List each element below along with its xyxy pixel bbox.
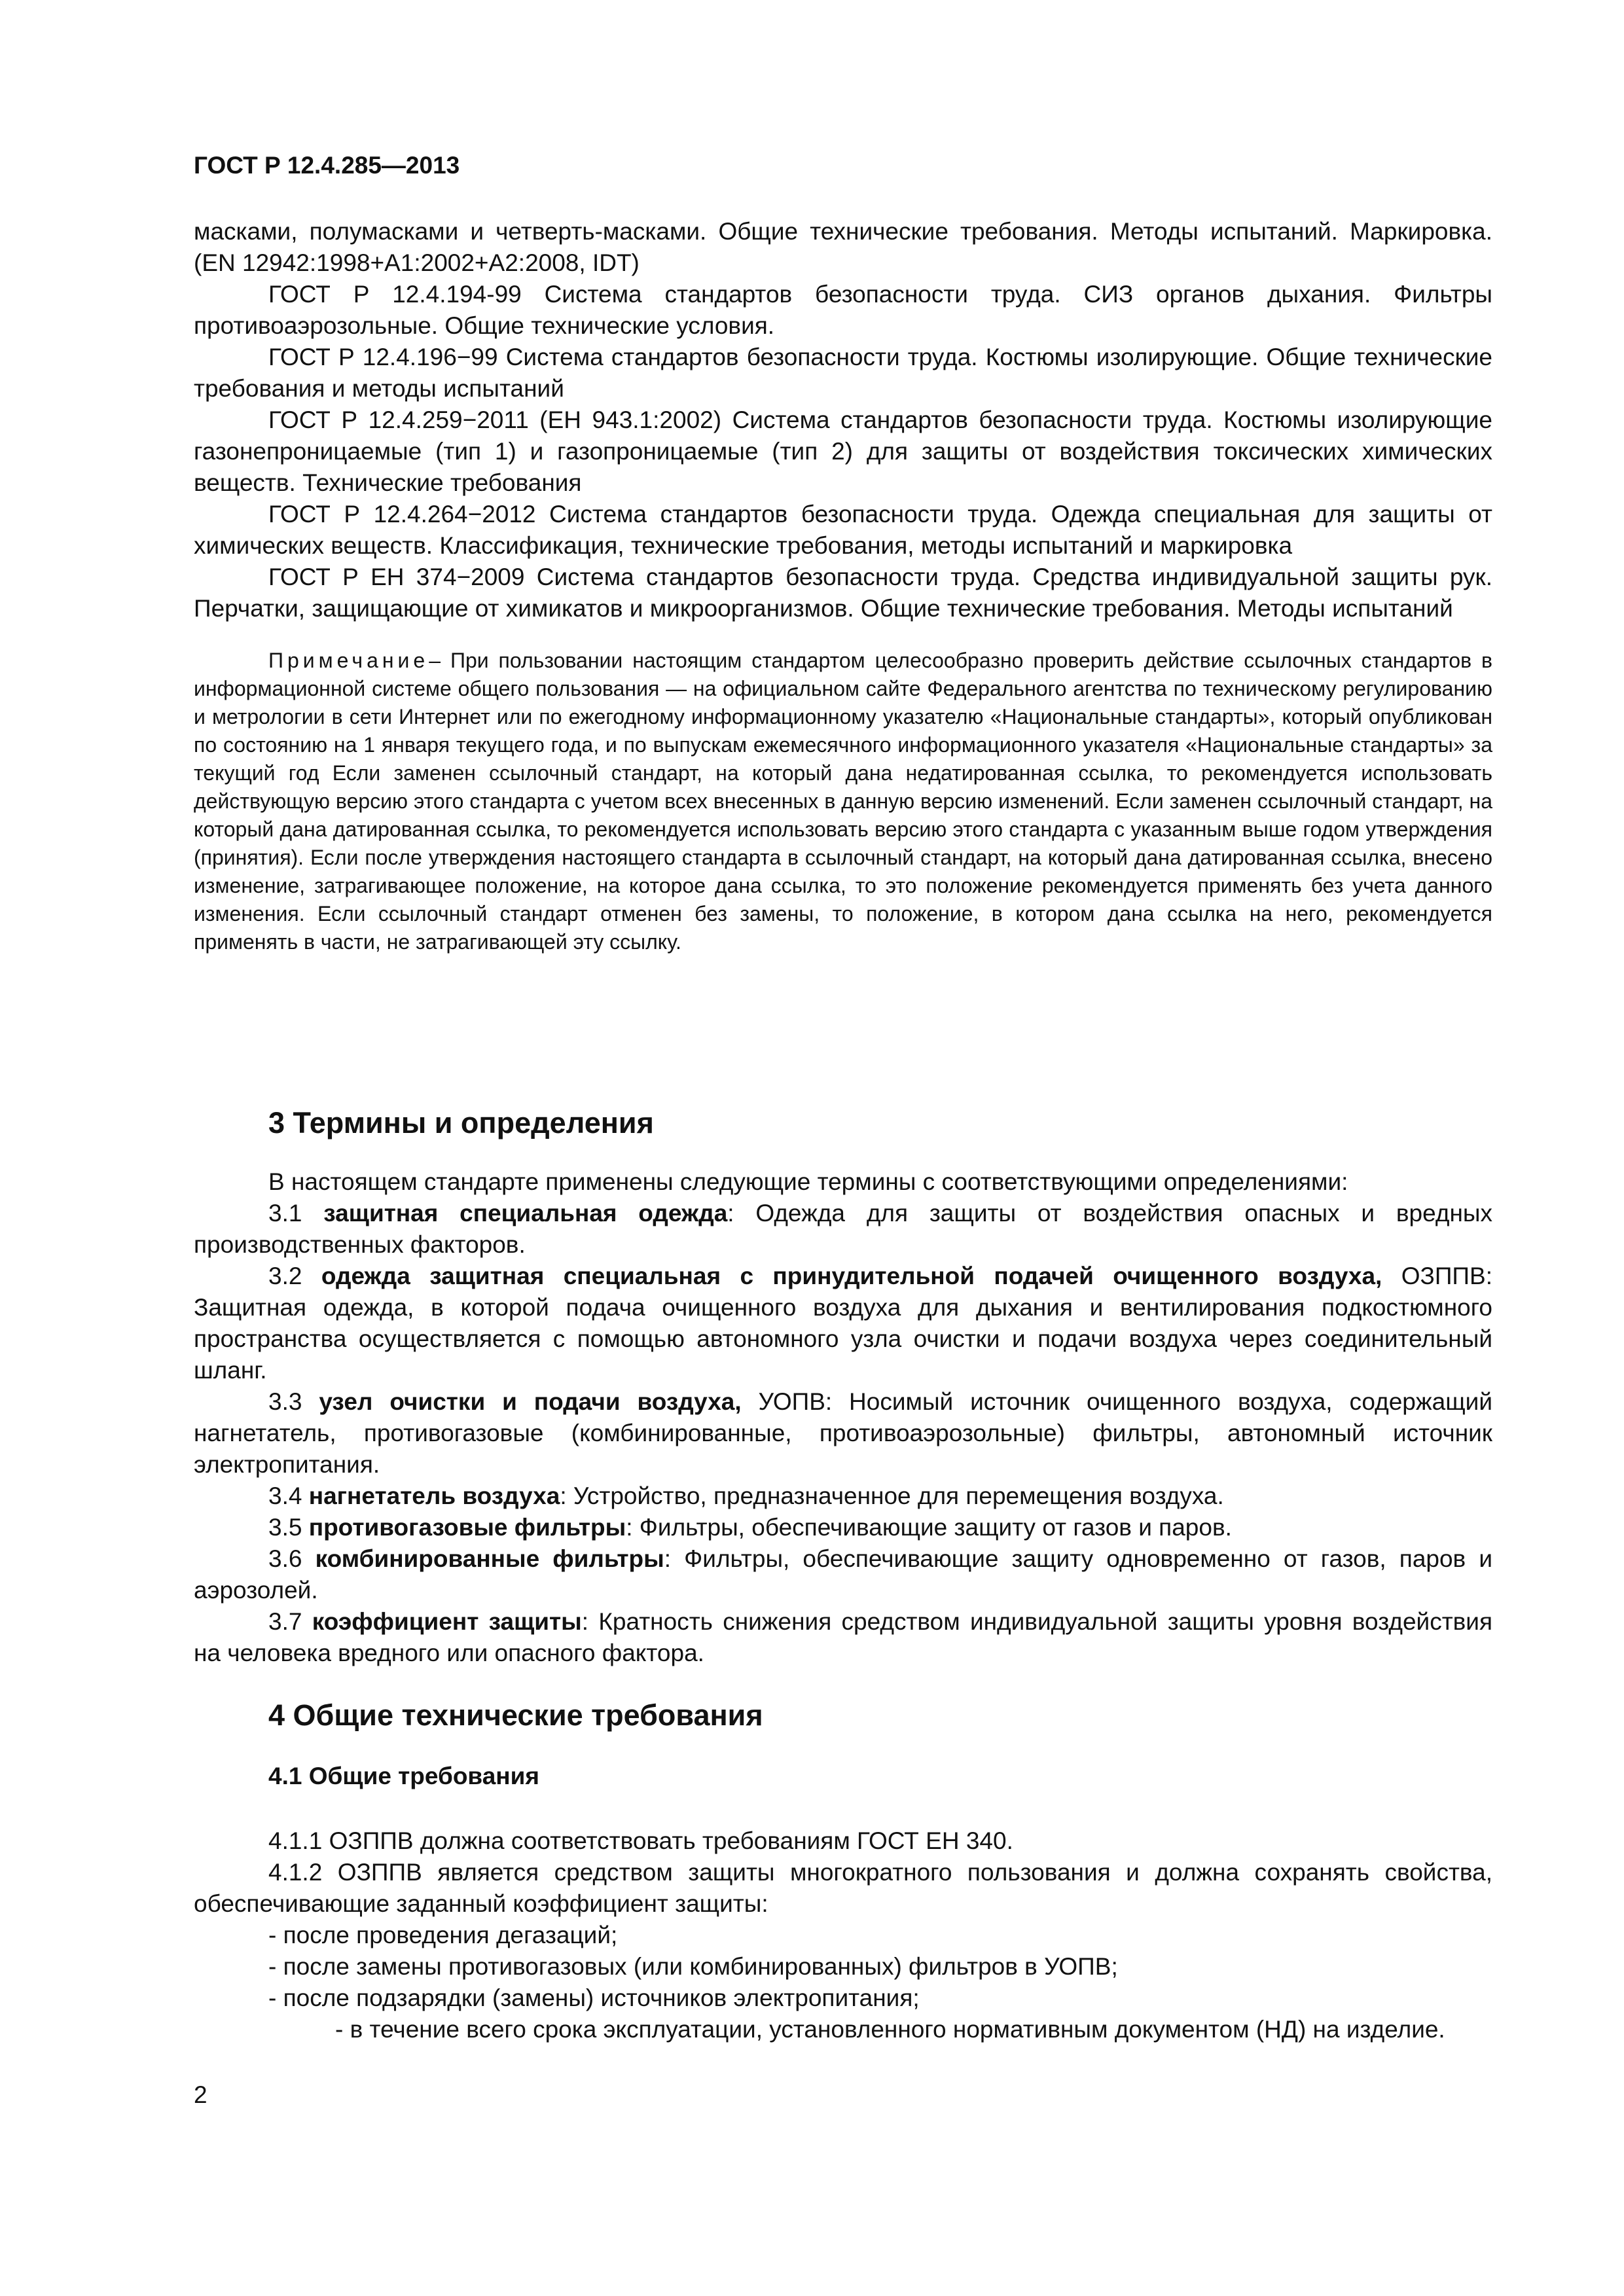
list-item: - после проведения дегазаций;	[268, 1922, 618, 1948]
section-3	[194, 1106, 1492, 1669]
term-definition: 3.5 противогазовые фильтры: Фильтры, обеспечивающие защиту от газов и паров.	[268, 1514, 1232, 1541]
clause-4-1-2: 4.1.2 ОЗППВ является средством защиты многократного пользования и должна сохранять свойства, обеспечивающие заданный коэффициент защиты:	[194, 1859, 1492, 1917]
term-name: узел очистки и подачи воздуха,	[319, 1388, 742, 1415]
list-item: - после замены противогазовых (или комбинированных) фильтров в УОПВ;	[268, 1953, 1118, 1980]
reference-item: ГОСТ Р 12.4.264−2012 Система стандартов безопасности труда. Одежда специальная для защиты от химических веществ. Классификация, технические требования, методы испытаний и маркировка	[194, 501, 1492, 559]
reference-item: ГОСТ Р ЕН 374−2009 Система стандартов безопасности труда. Средства индивидуальной защиты рук. Перчатки, защищающие от химикатов и микроорганизмов. Общие технические требования. Методы испытаний	[194, 564, 1492, 622]
document-header-id: ГОСТ Р 12.4.285—2013	[194, 152, 460, 179]
note-text: – При пользовании настоящим стандартом целесообразно проверить действие ссылочных стандартов в информационной системе общего пользования — на официальном сайте Федерального агентства по техническому регулированию и метрологии в сети Интернет или по ежегодному информационному указателю «Национальные стандарты», который опубликован по состоянию на 1 января текущего года, и по выпускам ежемесячного информационного указателя «Национальные стандарты» за текущий год Если заменен ссылочный стандарт, на который дана недатированная ссылка, то рекомендуется использовать действующую версию этого стандарта с учетом всех внесенных в данную версию изменений. Если заменен ссылочный стандарт, на который дана датированная ссылка, то рекомендуется использовать версию этого стандарта с указанным выше годом утверждения (принятия). Если после утверждения настоящего стандарта в ссылочный стандарт, на который дана датированная ссылка, внесено изменение, затрагивающее положение, на которое дана ссылка, то это положение рекомендуется применять без учета данного изменения. Если ссылочный стандарт отменен без замены, то положение, в котором дана ссылка на него, рекомендуется применять в части, не затрагивающей эту ссылку.	[194, 649, 1492, 954]
term-name: коэффициент защиты	[312, 1608, 582, 1635]
term-name: противогазовые фильтры	[308, 1514, 626, 1541]
term-definition: 3.4 нагнетатель воздуха: Устройство, предназначенное для перемещения воздуха.	[268, 1482, 1224, 1509]
subsection-4-1-title: 4.1 Общие требования	[268, 1763, 539, 1789]
term-name: нагнетатель воздуха	[308, 1482, 560, 1509]
reference-continuation: масками, полумасками и четверть-масками. Общие технические требования. Методы испытаний. Маркировка. (EN 12942:1998+A1:2002+A2:2008, IDT)	[194, 218, 1492, 276]
note-paragraph	[194, 647, 1492, 956]
note-label: Примечание	[268, 649, 429, 672]
clause-4-1-1: 4.1.1 ОЗППВ должна соответствовать требованиям ГОСТ ЕН 340.	[268, 1827, 1013, 1854]
term-name: одежда защитная специальная с принудительной подачей очищенного воздуха,	[321, 1263, 1382, 1289]
term-definition: 3.1 защитная специальная одежда: Одежда для защиты от воздействия опасных и вредных производственных факторов.	[194, 1200, 1492, 1258]
term-name: защитная специальная одежда	[323, 1200, 728, 1227]
term-definition: 3.2 одежда защитная специальная с принудительной подачей очищенного воздуха, ОЗППВ: Защитная одежда, в которой подача очищенного воздуха для дыхания и вентилирования подкостюмного пространства осуществляется с помощью автономного узла очистки и подачи воздуха через соединительный шланг.	[194, 1263, 1492, 1384]
reference-item: ГОСТ Р 12.4.194-99 Система стандартов безопасности труда. СИЗ органов дыхания. Фильтры противоаэрозольные. Общие технические условия.	[194, 281, 1492, 339]
page-number: 2	[194, 2081, 208, 2108]
reference-item: ГОСТ Р 12.4.196−99 Система стандартов безопасности труда. Костюмы изолирующие. Общие технические требования и методы испытаний	[194, 344, 1492, 402]
list-item: - в течение всего срока эксплуатации, установленного нормативным документом (НД) на изделие.	[335, 2016, 1445, 2043]
section-3-intro: В настоящем стандарте применены следующие термины с соответствующими определениями:	[268, 1168, 1348, 1195]
list-item: - после подзарядки (замены) источников электропитания;	[268, 1984, 920, 2011]
section-4-title: 4 Общие технические требования	[268, 1698, 763, 1732]
section-3-title: 3 Термины и определения	[268, 1106, 654, 1139]
reference-item: ГОСТ Р 12.4.259−2011 (ЕН 943.1:2002) Система стандартов безопасности труда. Костюмы изолирующие газонепроницаемые (тип 1) и газопроницаемые (тип 2) для защиты от воздействия токсических химических веществ. Технические требования	[194, 406, 1492, 496]
term-definition: 3.7 коэффициент защиты: Кратность снижения средством индивидуальной защиты уровня воздействия на человека вредного или опасного фактора.	[194, 1608, 1493, 1666]
term-definition: 3.3 узел очистки и подачи воздуха, УОПВ: Носимый источник очищенного воздуха, содержащий нагнетатель, противогазовые (комбинированные, противоаэрозольные) фильтры, автономный источник электропитания.	[194, 1388, 1492, 1478]
term-name: комбинированные фильтры	[315, 1545, 664, 1572]
section-4	[194, 1698, 1492, 2045]
term-definition: 3.6 комбинированные фильтры: Фильтры, обеспечивающие защиту одновременно от газов, паров и аэрозолей.	[194, 1545, 1492, 1604]
references-list	[194, 216, 1492, 956]
